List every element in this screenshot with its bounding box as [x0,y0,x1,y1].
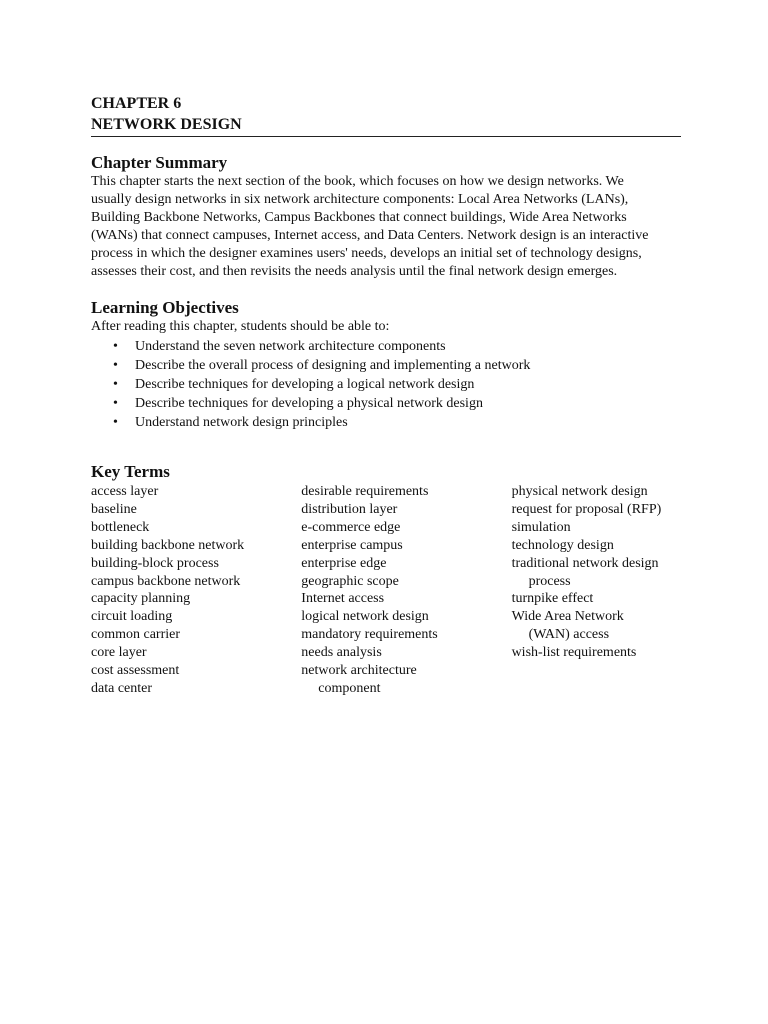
key-term: physical network design [511,484,648,499]
objective-item: • Describe techniques for developing a physical network design [113,396,483,411]
key-terms-column [512,483,681,698]
key-term: turnpike effect [511,591,594,607]
key-term: data center [91,680,153,696]
key-term: enterprise campus [301,537,403,553]
key-term: desirable requirements [301,484,429,499]
bullet-icon: • [113,377,118,392]
key-term: enterprise edge [301,555,387,571]
key-term: building backbone network [91,537,245,553]
objective-item: • Understand network design principles [113,415,348,430]
chapter-title: NETWORK DESIGN [91,116,242,133]
bullet-icon: • [113,396,118,411]
bullet-icon: • [113,415,118,430]
key-term: simulation [511,519,571,535]
summary-text: This chapter starts the next section of the book, which focuses on how we design networks. We usually design networks in six network architecture components: Local Area Networks (LANs), Building Backbone Networks, Campus Backbones that connect buildings, Wide Area Networks (WANs) that connect campuses, Internet access, and Data Centers. Network design is an interactive process in which the designer examines users' needs, develops an initial set of technology designs, assesses their cost, and then revisits the needs analysis until the final network design emerges. [91,174,649,279]
objectives-intro: After reading this chapter, students should be able to: [91,319,390,334]
key-term: campus backbone network [91,573,241,589]
key-term: needs analysis [301,645,382,661]
key-term: e-commerce edge [301,519,401,535]
chapter-header [91,93,681,137]
key-terms-column [91,483,301,698]
chapter-number: CHAPTER 6 [91,95,182,112]
summary-heading: Chapter Summary [91,153,228,172]
key-term: core layer [91,645,147,661]
objective-item: • Understand the seven network architecture components [113,339,446,354]
key-term: Internet access [301,591,385,607]
key-term: circuit loading [91,609,173,625]
key-term: cost assessment [91,663,180,679]
key-term: logical network design [301,609,429,625]
bullet-icon: • [113,358,118,373]
key-term: geographic scope [301,573,399,589]
key-term: access layer [91,484,159,499]
key-term: building-block process [91,555,219,571]
key-term: network architecture component [301,663,417,696]
objectives-list [91,337,681,432]
key-term: traditional network design process [511,555,659,589]
key-terms-heading: Key Terms [91,462,170,481]
key-term: wish-list requirements [511,645,637,661]
objectives-heading: Learning Objectives [91,298,239,317]
key-term: baseline [91,501,137,517]
key-term: technology design [511,537,614,553]
document-page [91,93,681,698]
objective-item: • Describe techniques for developing a logical network design [113,377,475,392]
key-term: bottleneck [91,519,150,535]
key-term: distribution layer [301,501,398,517]
key-term: capacity planning [91,591,191,607]
key-term: mandatory requirements [301,627,438,643]
key-term: request for proposal (RFP) [511,501,662,517]
key-term: common carrier [91,627,181,643]
objective-item: • Describe the overall process of designing and implementing a network [113,358,531,373]
key-term: Wide Area Network (WAN) access [511,609,624,643]
key-terms-table [91,483,681,698]
key-terms-column [301,483,511,698]
bullet-icon: • [113,339,118,354]
